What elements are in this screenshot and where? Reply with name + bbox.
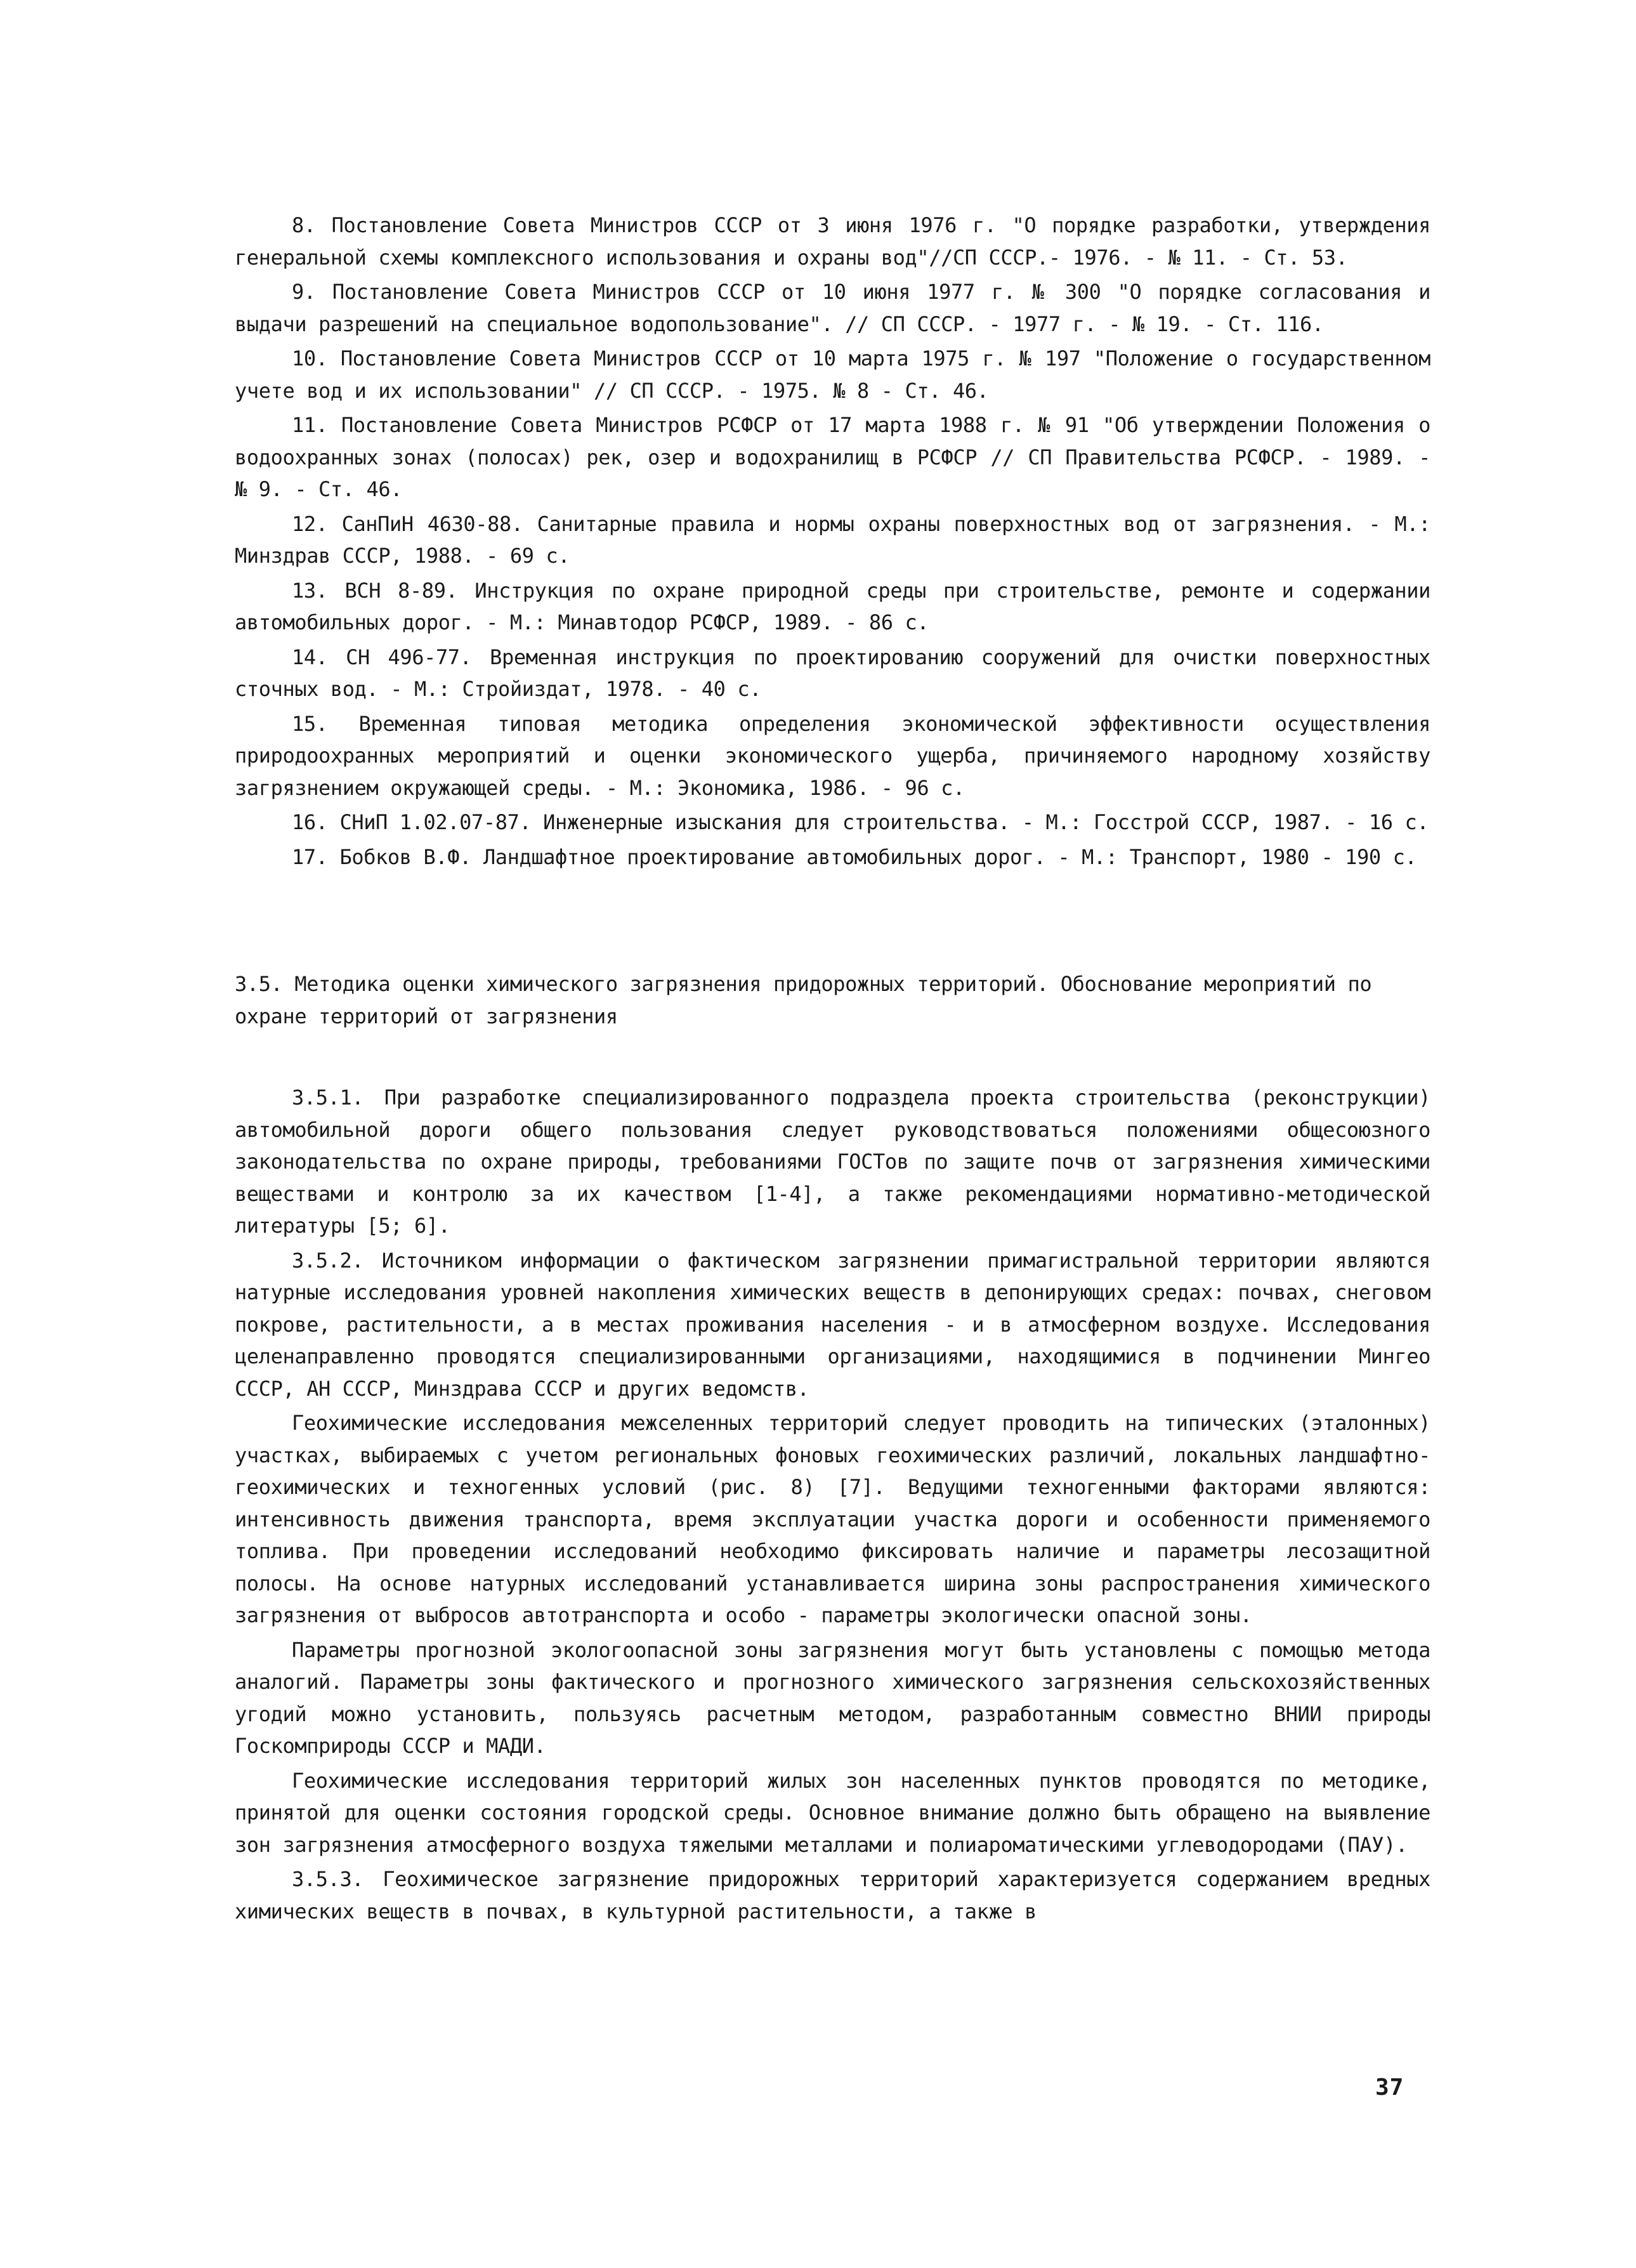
reference-item: 12. СанПиН 4630-88. Санитарные правила и нормы охраны поверхностных вод от загрязнения. - М.: Минздрав СССР, 1988. - 69 с.: [235, 511, 1430, 568]
body-paragraph: 3.5.3. Геохимическое загрязнение придорожных территорий характеризуется содержанием вредных химических веществ в почвах, в культурной растительности, а также в: [235, 1867, 1430, 1924]
section-body: [235, 1082, 1430, 1927]
reference-list: [235, 209, 1430, 873]
body-paragraph: Геохимические исследования территорий жилых зон населенных пунктов проводятся по методике, принятой для оценки состояния городской среды. Основное внимание должно быть обращено на выявление зон загрязнения атмосферного воздуха тяжелыми металлами и полиароматическими углеводородами (ПАУ).: [235, 1768, 1430, 1857]
reference-item: 11. Постановление Совета Министров РСФСР от 17 марта 1988 г. № 91 "Об утверждении Положения о водоохранных зонах (полосах) рек, озер и водохранилищ в РСФСР // СП Правительства РСФСР. - 1989. - № 9. - Ст. 46.: [235, 413, 1430, 501]
body-paragraph: 3.5.1. При разработке специализированного подраздела проекта строительства (реконструкции) автомобильной дороги общего пользования следует руководствоваться положениями общесоюзного законодательства по охране природы, требованиями ГОСТов по защите почв от загрязнения химическими веществами и контролю за их качеством [1-4], а также рекомендациями нормативно-методической литературы [5; 6].: [235, 1085, 1430, 1238]
reference-item: 8. Постановление Совета Министров СССР от 3 июня 1976 г. "О порядке разработки, утверждения генеральной схемы комплексного использования и охраны вод"//СП СССР.- 1976. - № 11. - Ст. 53.: [235, 213, 1430, 270]
reference-item: 15. Временная типовая методика определения экономической эффективности осуществления природоохранных мероприятий и оценки экономического ущерба, причиняемого народному хозяйству загрязнением окружающей среды. - М.: Экономика, 1986. - 96 с.: [235, 711, 1430, 800]
reference-item: 14. СН 496-77. Временная инструкция по проектированию сооружений для очистки поверхностных сточных вод. - М.: Стройиздат, 1978. - 40 с.: [235, 645, 1430, 701]
body-paragraph: Геохимические исследования межселенных территорий следует проводить на типических (эталонных) участках, выбираемых с учетом региональных фоновых геохимических различий, локальных ландшафтно-геохимических и техногенных условий (рис. 8) [7]. Ведущими техногенными факторами являются: интенсивность движения транспорта, время эксплуатации участка дороги и особенности применяемого топлива. При проведении исследований необходимо фиксировать наличие и параметры лесозащитной полосы. На основе натурных исследований устанавливается ширина зоны распространения химического загрязнения от выбросов автотранспорта и особо - параметры экологически опасной зоны.: [235, 1411, 1430, 1627]
body-paragraph: 3.5.2. Источником информации о фактическом загрязнении примагистральной территории являются натурные исследования уровней накопления химических веществ в депонирующих средах: почвах, снеговом покрове, растительности, а в местах проживания населения - и в атмосферном воздухе. Исследования целенаправленно проводятся специализированными организациями, находящимися в подчинении Мингео СССР, АН СССР, Минздрава СССР и других ведомств.: [235, 1248, 1430, 1401]
reference-item: 17. Бобков В.Ф. Ландшафтное проектирование автомобильных дорог. - М.: Транспорт, 1980 - 190 с.: [292, 844, 1417, 869]
section-heading: 3.5. Методика оценки химического загрязнения придорожных территорий. Обоснование мероприятий по охране территорий от загрязнения: [235, 972, 1372, 1028]
reference-item: 9. Постановление Совета Министров СССР от 10 июня 1977 г. № 300 "О порядке согласования и выдачи разрешений на специальное водопользование". // СП СССР. - 1977 г. - № 19. - Ст. 116.: [235, 280, 1430, 336]
reference-item: 10. Постановление Совета Министров СССР от 10 марта 1975 г. № 197 "Положение о государственном учете вод и их использовании" // СП СССР. - 1975. № 8 - Ст. 46.: [235, 346, 1430, 403]
page-number: 37: [1375, 2075, 1404, 2101]
reference-item: 16. СНиП 1.02.07-87. Инженерные изыскания для строительства. - М.: Госстрой СССР, 1987. - 16 с.: [292, 810, 1429, 834]
body-paragraph: Параметры прогнозной экологоопасной зоны загрязнения могут быть установлены с помощью метода аналогий. Параметры зоны фактического и прогнозного химического загрязнения сельскохозяйственных угодий можно установить, пользуясь расчетным методом, разработанным совместно ВНИИ природы Госкомприроды СССР и МАДИ.: [235, 1637, 1430, 1758]
reference-item: 13. ВСН 8-89. Инструкция по охране природной среды при строительстве, ремонте и содержании автомобильных дорог. - М.: Минавтодор РСФСР, 1989. - 86 с.: [235, 578, 1430, 634]
document-page: [235, 209, 1430, 1930]
